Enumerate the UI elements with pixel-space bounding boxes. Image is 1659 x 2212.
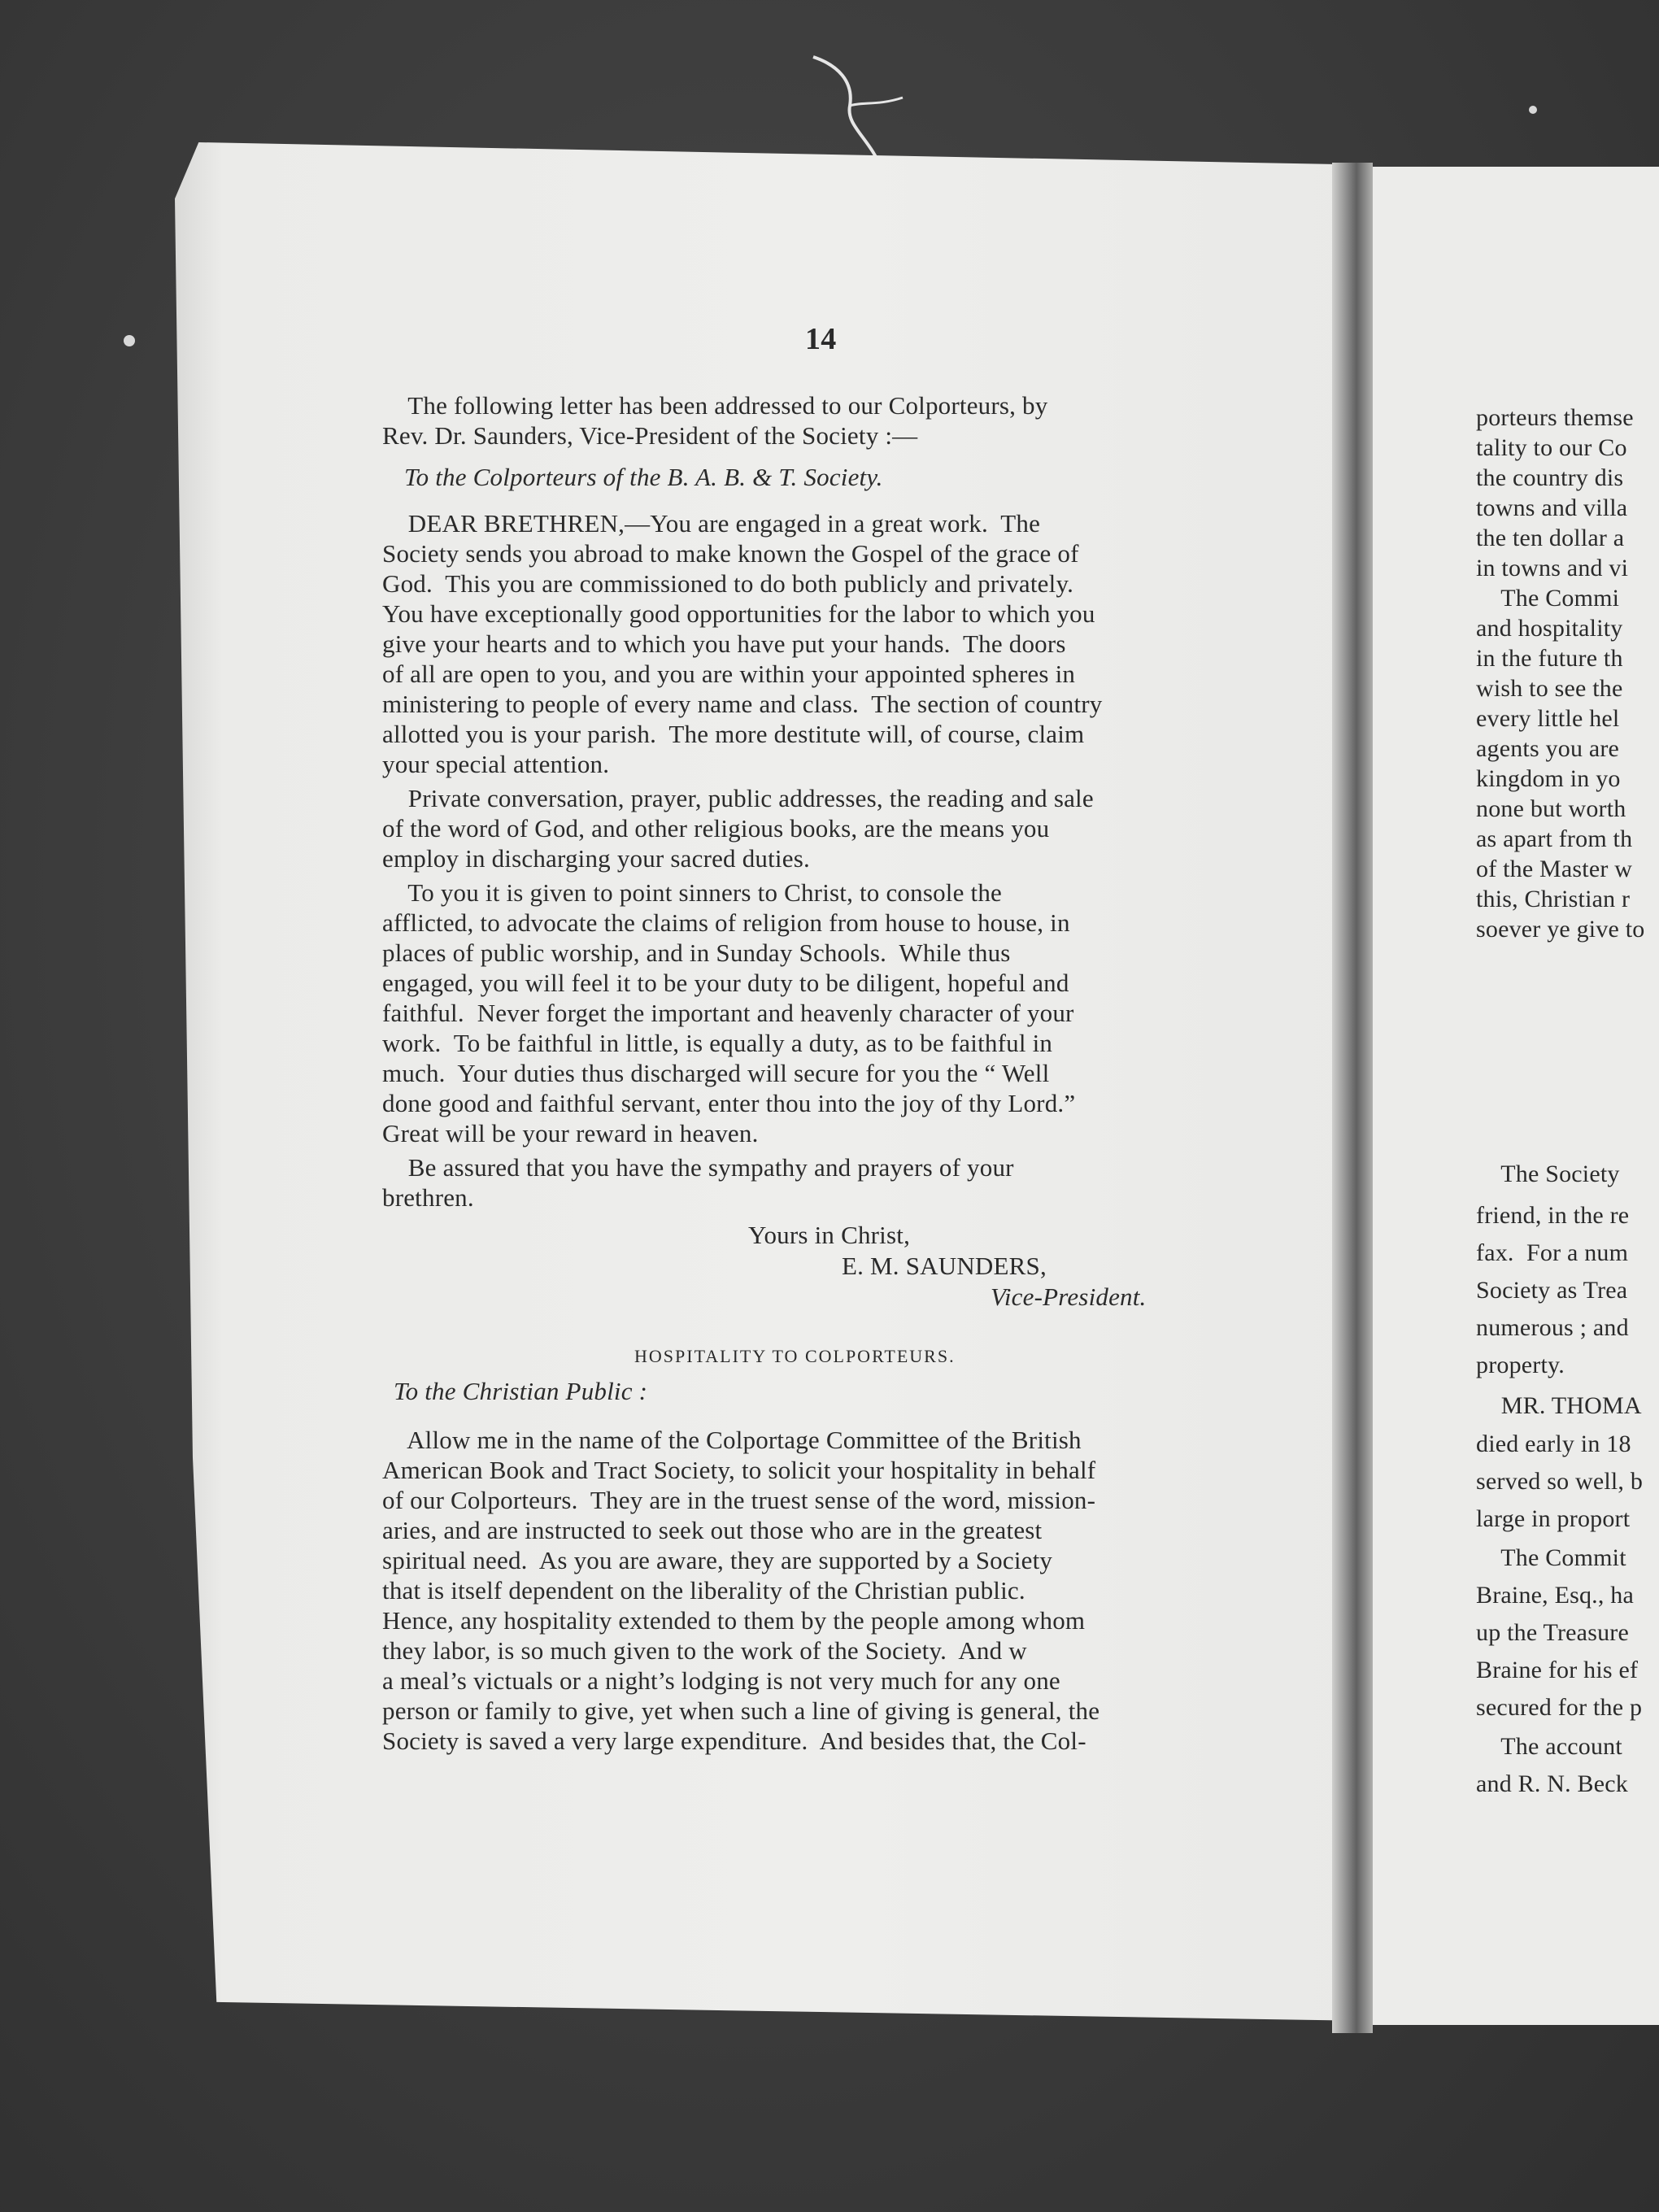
closing-line: Yours in Christ, (748, 1221, 911, 1249)
text-line: engaged, you will feel it to be your duty to be diligent, hopeful and (382, 969, 1069, 997)
dust-speck (1529, 106, 1537, 114)
text-line: The Commit (1476, 1544, 1626, 1571)
text-line: towns and villa (1476, 494, 1628, 521)
text-line: The following letter has been addressed to our Colporteurs, by (382, 391, 1048, 420)
text-line: that is itself dependent on the liberality of the Christian public. (382, 1576, 1025, 1605)
text-line: Be assured that you have the sympathy and prayers of your (382, 1153, 1014, 1182)
text-line: this, Christian r (1476, 886, 1631, 912)
text-line: kingdom in yo (1476, 765, 1621, 792)
text-line: fax. For a num (1476, 1239, 1629, 1266)
text-line: none but worth (1476, 795, 1626, 822)
text-line: the country dis (1476, 464, 1624, 491)
text-line: of our Colporteurs. They are in the truest sense of the word, mission- (382, 1486, 1096, 1514)
text-line: and hospitality (1476, 615, 1623, 642)
book-gutter (1332, 163, 1373, 2033)
letter-salutation: To the Colporteurs of the B. A. B. & T. Society. (404, 463, 883, 491)
text-line: person or family to give, yet when such a line of giving is general, the (382, 1696, 1100, 1725)
text-line: The account (1476, 1733, 1622, 1760)
text-line: MR. THOMA (1476, 1392, 1642, 1419)
text-line: The Society (1476, 1160, 1620, 1187)
page-number: 14 (805, 322, 837, 356)
dust-speck (124, 335, 135, 346)
text-line: and R. N. Beck (1476, 1770, 1628, 1797)
text-line: property. (1476, 1352, 1565, 1378)
text-line: died early in 18 (1476, 1430, 1631, 1457)
text-line: ministering to people of every name and class. The section of country (382, 690, 1103, 718)
text-line: wish to see the (1476, 675, 1623, 702)
public-salutation: To the Christian Public : (394, 1377, 648, 1405)
text-line: employ in discharging your sacred duties. (382, 844, 810, 873)
text-line: Hence, any hospitality extended to them by the people among whom (382, 1606, 1086, 1635)
text-line: places of public worship, and in Sunday Schools. While thus (382, 938, 1011, 967)
section-heading: HOSPITALITY TO COLPORTEURS. (634, 1346, 956, 1366)
text-line: brethren. (382, 1183, 474, 1212)
text-line: aries, and are instructed to seek out those who are in the greatest (382, 1516, 1043, 1544)
text-line: much. Your duties thus discharged will secure for you the “ Well (382, 1059, 1050, 1087)
text-line: secured for the p (1476, 1694, 1643, 1721)
text-line: faithful. Never forget the important and heavenly character of your (382, 999, 1074, 1027)
text-line: large in proport (1476, 1505, 1631, 1532)
text-line: they labor, is so much given to the work of the Society. And w (382, 1636, 1027, 1665)
text-line: Braine, Esq., ha (1476, 1582, 1634, 1609)
text-line: porteurs themse (1476, 404, 1634, 431)
text-line: of all are open to you, and you are within your appointed spheres in (382, 660, 1076, 688)
text-line: God. This you are commissioned to do both publicly and privately. (382, 569, 1074, 598)
text-line: Rev. Dr. Saunders, Vice-President of the Society :— (382, 421, 918, 450)
text-line: give your hearts and to which you have put your hands. The doors (382, 629, 1066, 658)
text-line: afflicted, to advocate the claims of religion from house to house, in (382, 908, 1070, 937)
text-line: numerous ; and (1476, 1314, 1629, 1341)
text-line: Great will be your reward in heaven. (382, 1119, 759, 1147)
text-line: in the future th (1476, 645, 1623, 672)
text-line: Society as Trea (1476, 1277, 1628, 1304)
text-line: up the Treasure (1476, 1619, 1629, 1646)
text-line: agents you are (1476, 735, 1620, 762)
signature-name: E. M. SAUNDERS, (842, 1252, 1047, 1280)
text-line: soever ye give to (1476, 916, 1645, 943)
text-line: DEAR BRETHREN,—You are engaged in a great work. The (382, 509, 1041, 538)
text-line: every little hel (1476, 705, 1620, 732)
text-line: done good and faithful servant, enter thou into the joy of thy Lord.” (382, 1089, 1076, 1117)
text-line: The Commi (1476, 585, 1620, 612)
text-line: as apart from th (1476, 825, 1633, 852)
text-line: Society sends you abroad to make known the Gospel of the grace of (382, 539, 1079, 568)
text-line: Private conversation, prayer, public addresses, the reading and sale (382, 784, 1094, 812)
text-line: the ten dollar a (1476, 525, 1625, 551)
text-line: allotted you is your parish. The more destitute will, of course, claim (382, 720, 1085, 748)
text-line: friend, in the re (1476, 1202, 1630, 1229)
text-line: a meal’s victuals or a night’s lodging is not very much for any one (382, 1666, 1060, 1695)
text-line: work. To be faithful in little, is equally a duty, as to be faithful in (382, 1029, 1053, 1057)
signature-title: Vice-President. (991, 1282, 1147, 1311)
text-line: spiritual need. As you are aware, they are supported by a Society (382, 1546, 1053, 1574)
text-line: tality to our Co (1476, 434, 1627, 461)
text-line: served so well, b (1476, 1468, 1644, 1495)
text-line: in towns and vi (1476, 555, 1629, 581)
text-line: your special attention. (382, 750, 610, 778)
text-line: American Book and Tract Society, to solicit your hospitality in behalf (382, 1456, 1096, 1484)
text-line: of the Master w (1476, 856, 1633, 882)
text-line: You have exceptionally good opportunities for the labor to which you (382, 599, 1095, 628)
text-line: Braine for his ef (1476, 1657, 1639, 1683)
text-line: Society is saved a very large expenditure. And besides that, the Col- (382, 1726, 1086, 1755)
text-line: To you it is given to point sinners to Christ, to console the (382, 878, 1002, 907)
text-line: of the word of God, and other religious books, are the means you (382, 814, 1050, 843)
text-line: Allow me in the name of the Colportage Committee of the British (382, 1426, 1082, 1454)
